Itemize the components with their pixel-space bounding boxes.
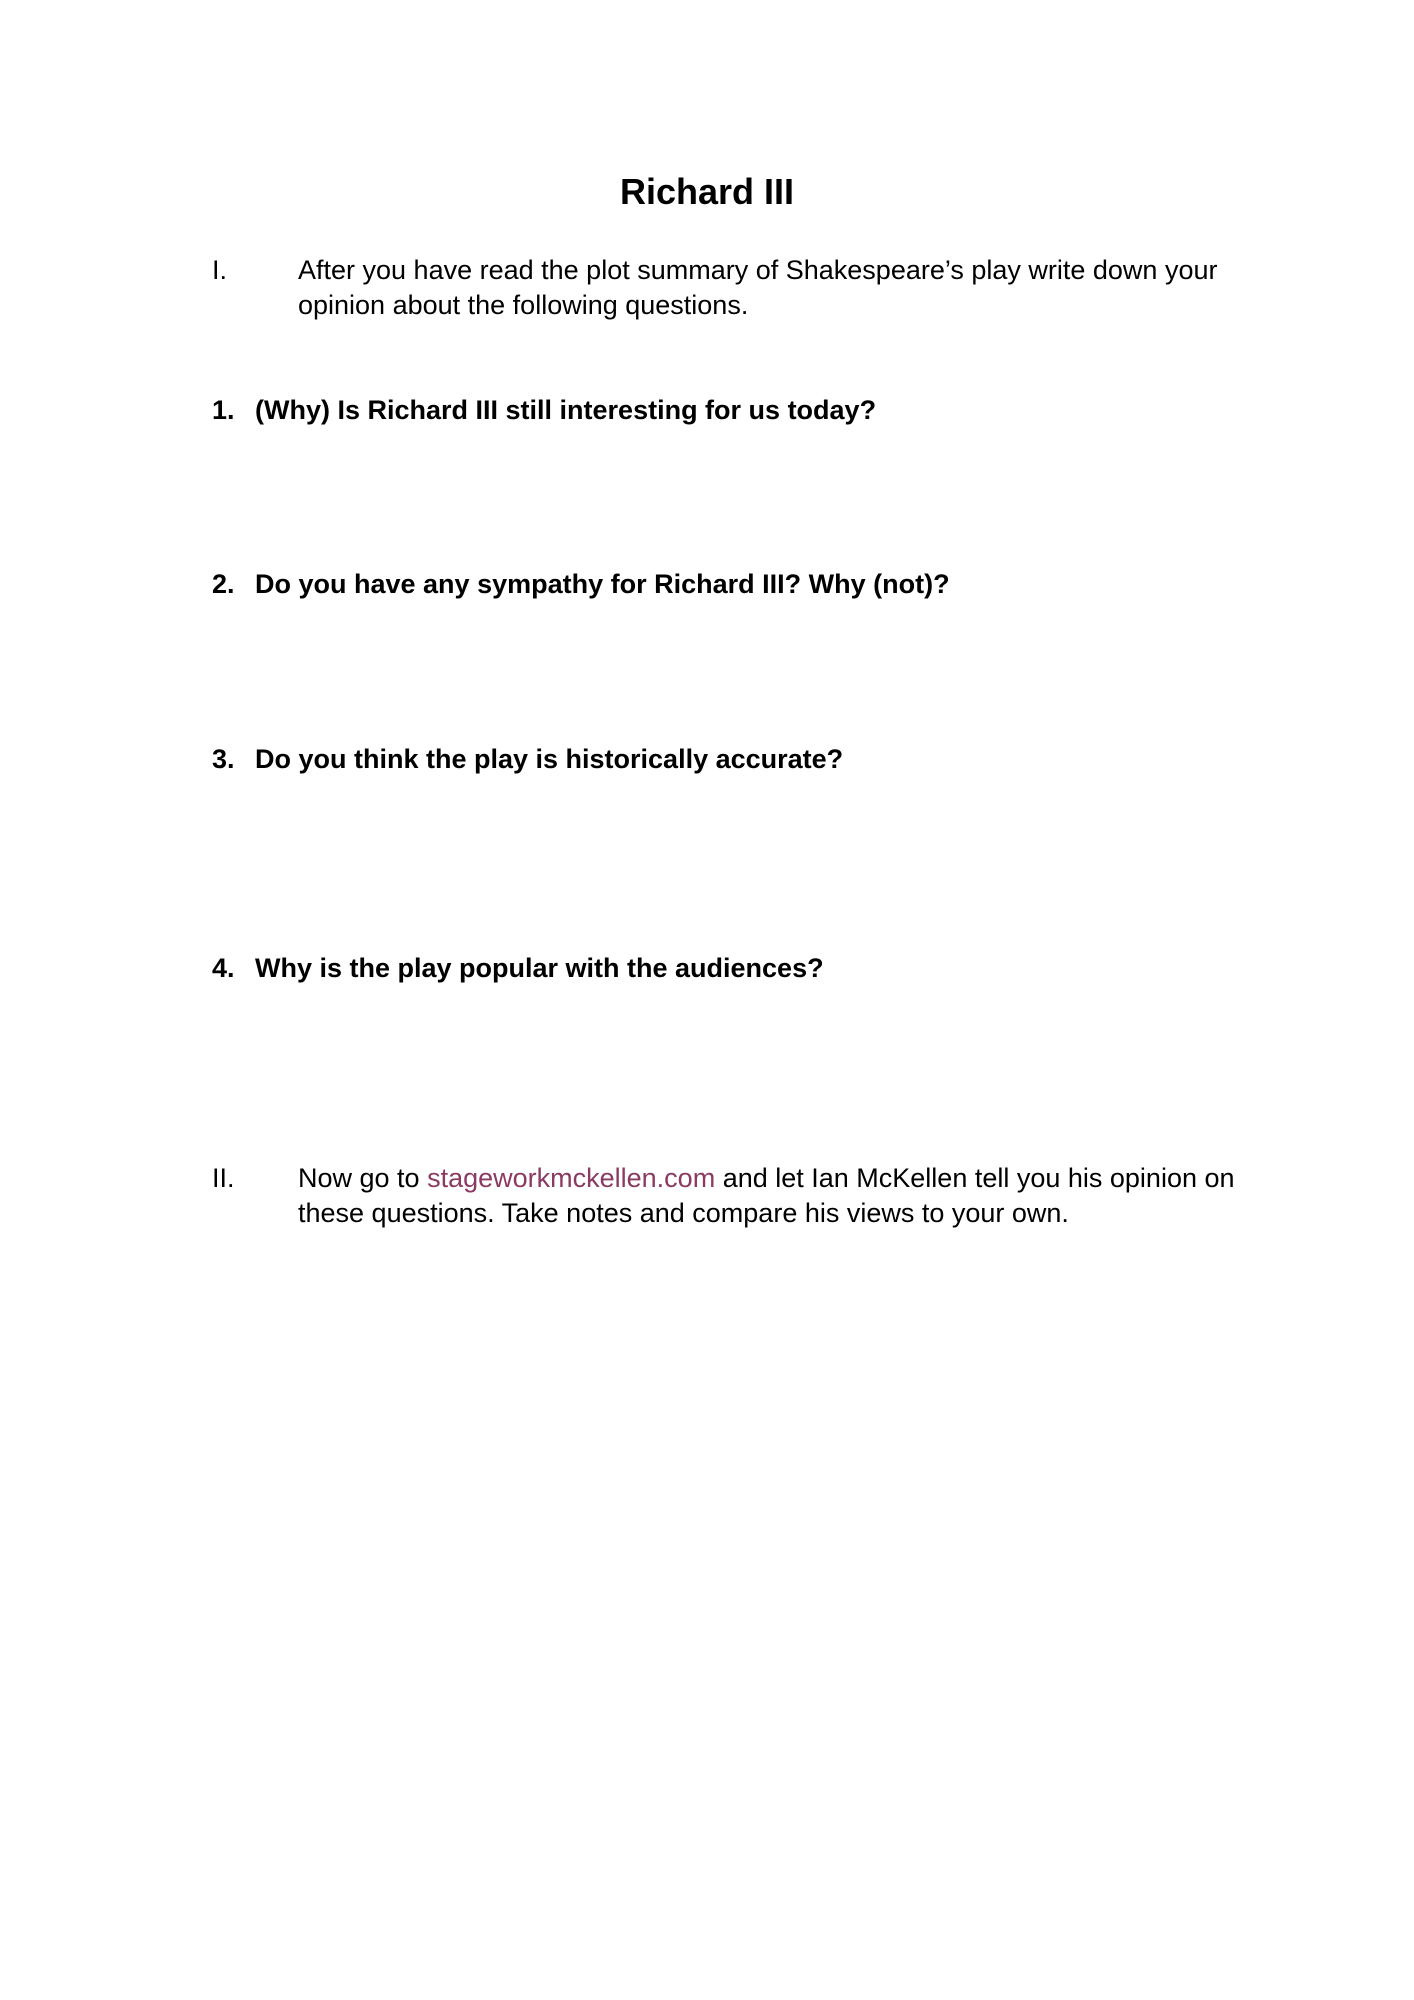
- question-4: [212, 951, 1252, 987]
- question-3-number: 3.: [212, 744, 235, 774]
- question-1: [212, 393, 1252, 429]
- question-3-text: Do you think the play is historically accurate?: [255, 744, 844, 774]
- section-two-instructions: [298, 1161, 1258, 1231]
- question-2: [212, 567, 1252, 603]
- question-2-number: 2.: [212, 569, 235, 599]
- section-two-numeral: II.: [212, 1163, 235, 1193]
- question-4-text: Why is the play popular with the audiences?: [255, 953, 824, 983]
- page-title: Richard III: [619, 171, 795, 212]
- stageworkmckellen-link[interactable]: stageworkmckellen.com: [427, 1163, 716, 1193]
- question-3: [212, 742, 1252, 778]
- section-one-numeral: I.: [212, 255, 228, 285]
- question-1-number: 1.: [212, 395, 235, 425]
- question-4-number: 4.: [212, 953, 235, 983]
- section-one: [212, 253, 1252, 325]
- question-1-text: (Why) Is Richard III still interesting for us today?: [255, 395, 877, 425]
- section-two-text-before-link: Now go to: [298, 1163, 428, 1193]
- section-one-instructions: After you have read the plot summary of Shakespeare’s play write down your opinion about the following questions.: [298, 255, 1218, 320]
- section-two-text-after-link: and let Ian McKellen tell you his opinion on these questions. Take notes and compare his views to your own.: [298, 1163, 1235, 1228]
- section-two: [212, 1161, 1252, 1233]
- question-2-text: Do you have any sympathy for Richard III? Why (not)?: [255, 569, 950, 599]
